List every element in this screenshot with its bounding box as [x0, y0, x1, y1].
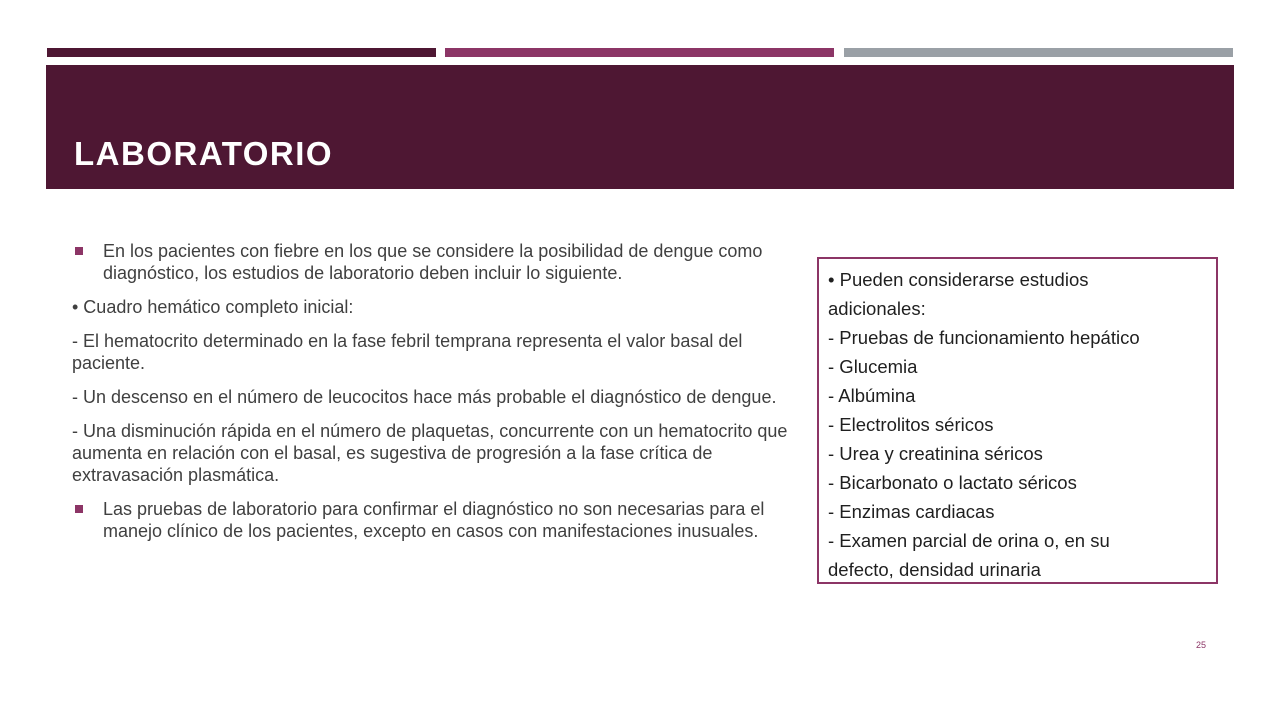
cuadro-hematico-line: • Cuadro hemático completo inicial: [72, 297, 354, 317]
box-line: - Bicarbonato o lactato séricos [828, 472, 1077, 493]
bullet-paragraph-dengue [72, 240, 812, 284]
plaquetas-line: - Una disminución rápida en el número de plaquetas, concurrente con un hematocrito que aumenta en relación con el basal, es sugestiva de progresión a la fase crítica de extravasación plasmática. [72, 421, 788, 485]
box-line: - Electrolitos séricos [828, 414, 994, 435]
hematocrito-line: - El hematocrito determinado en la fase febril temprana representa el valor basal del paciente. [72, 331, 743, 373]
accent-bar-magenta [445, 48, 834, 57]
box-line: - Examen parcial de orina o, en su [828, 530, 1110, 551]
title-band [46, 65, 1234, 189]
bullet-text: En los pacientes con fiebre en los que se considere la posibilidad de dengue como diagnóstico, los estudios de laboratorio deben incluir lo siguiente. [103, 241, 763, 283]
square-bullet-icon [75, 505, 83, 513]
page-number: 25 [1196, 640, 1207, 650]
accent-bar-gray [844, 48, 1233, 57]
box-line: adicionales: [828, 298, 926, 319]
box-line: - Enzimas cardiacas [828, 501, 995, 522]
box-line: • Pueden considerarse estudios [828, 269, 1089, 290]
accent-bar-dark [47, 48, 436, 57]
box-line: - Urea y creatinina séricos [828, 443, 1043, 464]
leucocitos-line: - Un descenso en el número de leucocitos hace más probable el diagnóstico de dengue. [72, 387, 777, 407]
box-line: - Glucemia [828, 356, 918, 377]
additional-studies-box [817, 257, 1218, 584]
box-line: - Pruebas de funcionamiento hepático [828, 327, 1140, 348]
square-bullet-icon [75, 247, 83, 255]
box-line: - Albúmina [828, 385, 916, 406]
slide-title: LABORATORIO [74, 135, 334, 172]
bullet-text: Las pruebas de laboratorio para confirmar el diagnóstico no son necesarias para el manejo clínico de los pacientes, excepto en casos con manifestaciones inusuales. [103, 499, 765, 541]
bullet-paragraph-pruebas [72, 498, 812, 542]
box-line: defecto, densidad urinaria [828, 559, 1041, 580]
main-content [72, 240, 812, 554]
